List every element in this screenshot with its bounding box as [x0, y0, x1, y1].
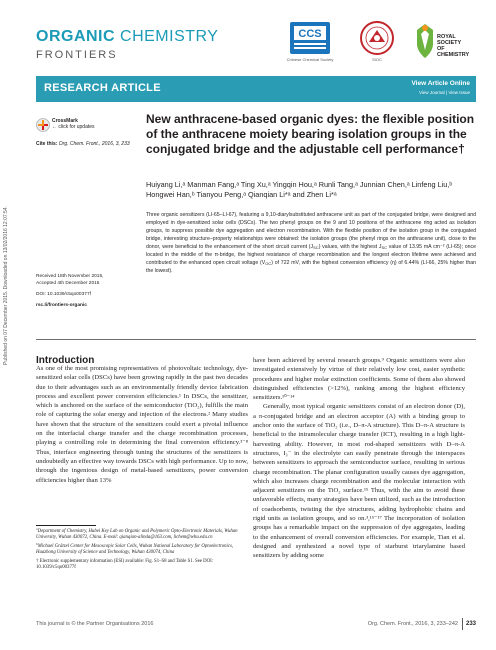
journal-title-bold: ORGANIC: [36, 28, 116, 45]
abstract-part2: ) values, with the highest J: [318, 244, 382, 251]
abstract-part1: Three organic sensitizers (LI-65–LI-67), featuring a 9,10-diarylsubstituted anthracene unit as part of the conjugated bridge, were designed and employed in dye-sensitized solar cells (DSCs). The two phenyl groups on the 9 and 10 positions of the anthracene ring acted as isolation groups, to suppress possible dye aggregation and electron recombination. With the flexible position of the isolation group in the conjugated bridge, interesting structure–property relationships were obtained: the isolation groups (the phenyl rings on the anthracene unit), close to the donor, were beneficial to the enhancement of the short circuit current (J: [146, 212, 476, 251]
cite-label: Cite this:: [36, 141, 58, 147]
crossmark-badge[interactable]: [36, 117, 96, 133]
jsc-subscript: SC: [313, 245, 319, 251]
footer-copyright: This journal is © the Partner Organisations 2016: [36, 621, 154, 627]
article-title: New anthracene-based organic dyes: the flexible position of the anthracene moiety bearing isolation groups in the conjugated bridge and the adjustable cell performance†: [146, 112, 475, 156]
rsc-line1: ROYAL SOCIETY: [437, 34, 462, 46]
journal-url[interactable]: rsc.li/frontiers-organic: [36, 303, 87, 308]
abstract: [146, 211, 476, 275]
rsc-logo-text: [437, 34, 478, 58]
author-list: Huiyang Li,ᵃ Manman Fang,ᵃ Ting Xu,ᵃ Yingqin Hou,ᵃ Runli Tang,ᵃ Junnian Chen,ᵃ Linfeng Liu,ᵇ Hongwei Han,ᵇ Tianyou Peng,ᵃ Qianqian Li*ᵃ and Zhen Li*ᵃ: [146, 180, 453, 199]
voc-subscript: OC: [265, 261, 272, 267]
journal-subtitle: FRONTIERS: [36, 49, 118, 61]
page-number: 233: [462, 618, 476, 630]
affiliation-a: $^a$Department of Chemistry, Hubei Key Lab on Organic and Polymeric Opto-Electronic Materials, Wuhan University, Wuhan 430072, China. E-mail: qianqian-alinda@163.com, lichem@whu.edu.cn: [36, 527, 238, 541]
introduction-heading: Introduction: [36, 355, 95, 366]
intro-column-right: [253, 356, 465, 561]
intro-paragraph-2: have been achieved by several research groups.⁹ Organic sensitizers were also investigated extensively by virtue of their relatively low cost, easier synthetic procedures and higher molar extinction coefficients. Some of them also showed distinguished efficiencies (>12%), ranking among the highest efficiency sensitizers.¹⁰⁻¹⁴: [253, 357, 465, 402]
intro-paragraph-3: Generally, most typical organic sensitizers consist of an electron donor (D), a π-conjugated bridge and an electron acceptor (A) with a binding group to anchor onto the surface of TiO₂ (i.e., D–π-A structure). This D–π-A structure is beneficial to the intramolecular charge transfer (ICT), resulting in a high light-harvesting ability. However, in most rod-shaped sensitizers with D–π-A structures, I₃⁻ in the electrolyte can easily penetrate through the interspaces between sensitizers to approach the semiconductor surface, resulting in serious charge recombination. The planar configuration usually causes dye aggregation, which also increases charge recombination and the molecular interaction with adjacent sensitizers on the TiO₂ surface.¹⁵ Thus, with the aim to avoid these unfavorable effects, many strategies have been utilized, such as the introduction of coadsorbents, twisting the dye structures, adding hydrophobic chains and rigid units as isolation groups, and so on.³,¹⁵⁻¹⁷ The incorporation of isolation groups has a remarkable impact on the suppression of dye aggregates, leading to the enhancement of overall conversion efficiencies. For example, Tian et al. designed and synthesized a novel type of starburst triarylamine based sensitizers by adding some: [253, 403, 465, 560]
footnote-divider: [36, 525, 96, 526]
cs-logo-caption: Chinese Chemical Society: [286, 57, 334, 62]
footer-citation: Org. Chem. Front., 2016, 3, 233–242: [367, 621, 458, 627]
article-history: [36, 273, 141, 309]
article-type-label: RESEARCH ARTICLE: [44, 82, 161, 94]
article-doi[interactable]: DOI: 10.1039/c5qo00377f: [36, 292, 91, 297]
journal-title-rest: CHEMISTRY: [115, 28, 219, 45]
rsc-logo: [414, 20, 478, 65]
footnotes: [36, 529, 248, 573]
rsc-line2: OF CHEMISTRY: [437, 46, 470, 58]
received-date: Received 18th November 2015,: [36, 274, 104, 279]
cite-text: Org. Chem. Front., 2016, 3, 233: [58, 141, 130, 147]
accepted-date: Accepted 4th December 2015: [36, 281, 100, 286]
journal-header: [36, 20, 476, 70]
affiliation-b: $^b$Michael Grätzel Center for Mesoscopic Solar Cells, Wuhan National Laboratory for Optoelectronics, Huazhong University of Science and Technology, Wuhan 430074, China: [36, 541, 234, 556]
chinese-chemical-society-logo: [284, 20, 336, 65]
jsc-subscript-2: SC: [381, 245, 388, 251]
sioc-logo-caption: SIOC: [372, 57, 382, 62]
citation: [36, 141, 136, 148]
download-side-note: [3, 185, 11, 365]
journal-title[interactable]: [36, 28, 218, 46]
article-type-banner: [36, 76, 476, 102]
crossmark-title: CrossMark: [52, 118, 78, 124]
view-journal-issue-link[interactable]: View Journal | View Issue: [418, 90, 470, 95]
esi-note[interactable]: † Electronic supplementary information (ESI) available: Fig. S1–S8 and Table S1. See DOI: 10.1039/c5qo00377f: [36, 558, 214, 571]
abstract-part3: value of 13.95 mA cm⁻² (LI-65); once located in the middle of the π-bridge, the highest resistance of charge recombination and the longest electron lifetime were achieved and contributed to the enhanced open circuit voltage (V: [146, 244, 476, 267]
intro-paragraph-1: As one of the most promising representatives of photovoltaic technology, dye-sensitized solar cells (DSCs) have been growing rapidly in the past two decades due to their advantages such as an environmentally friendly device fabrication process and excellent power conversion efficiencies.¹ In DSCs, the sensitizer, which is anchored on the surface of the semiconductor (TiO₂), fulfills the main role of capturing the solar energy and injection of the electrons.² Many studies have shown that the structure of the sensitizers could exert a pivotal influence on the interfacial charge transfer and the charge recombination processes, playing a controlling role in determining the final conversion efficiency.³⁻⁸ Thus, interface engineering through tuning the structures of the sensitizers is undoubtedly an effective way towards DSCs with high performance. Up to now, through the ingenious design of metal-based sensitizers, power conversion efficiencies higher than 13%: [36, 365, 248, 484]
section-divider: [36, 339, 476, 340]
intro-column-left: [36, 364, 248, 485]
page-footer: [36, 618, 476, 630]
affiliation-b-text: Michael Grätzel Center for Mesoscopic Solar Cells, Wuhan National Laboratory for Optoelectronics, Huazhong University of Science and Technology, Wuhan 430074, China: [36, 543, 234, 556]
crossmark-text: [52, 119, 95, 130]
abstract-part4: ) of 722 mV, with the highest conversion efficiency (η) of 6.44% (LI-66, 25% higher than the lowest).: [146, 260, 476, 275]
download-notice: Published on 07 December 2015. Downloaded on 13/02/2016 12:07:54.: [3, 205, 9, 365]
view-article-online-link[interactable]: View Article Online: [411, 80, 470, 87]
sioc-logo: [351, 20, 403, 65]
svg-text:CCS: CCS: [298, 28, 322, 40]
affiliation-a-text: Department of Chemistry, Hubei Key Lab on Organic and Polymeric Opto-Electronic Materials, Wuhan University, Wuhan 430072, China. E-mail: qianqian-alinda@163.com, lichem@whu.edu.cn: [36, 529, 238, 541]
crossmark-subtitle: ← click for updates: [52, 123, 95, 130]
crossmark-icon: [36, 118, 50, 132]
